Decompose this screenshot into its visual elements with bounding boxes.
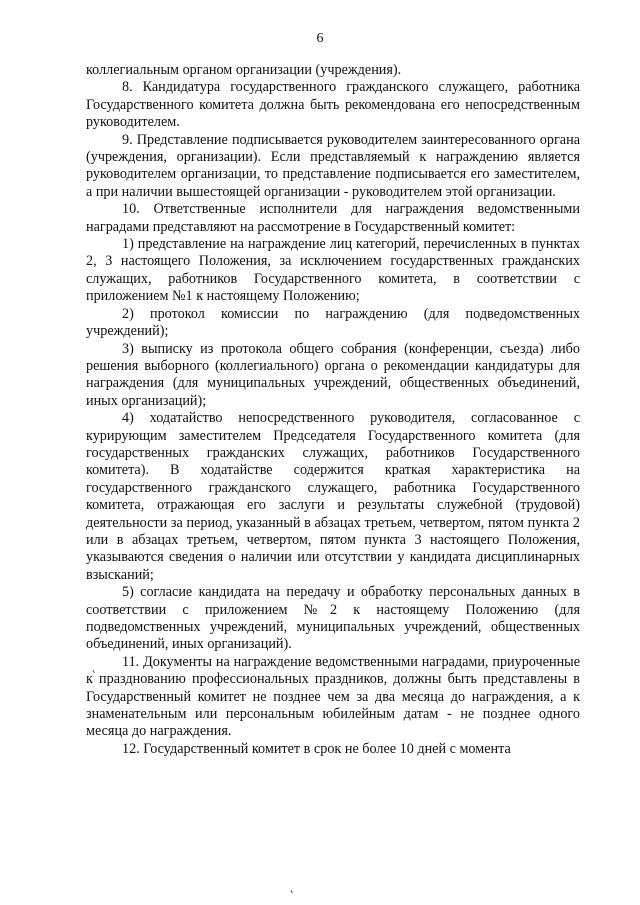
paragraph-subitem-4: 4) ходатайство непосредственного руководителя, согласованное с курирующим заместителем Председателя Государственного комитета (для государственных гражданских служащих, работников Государственного комитета). В ходатайстве содержится краткая характеристика на государственного гражданского служащего, работника Государственного комитета, отражающая его заслуги и результаты служебной (трудовой) деятельности за период, указанный в абзацах третьем, четвертом, пятом пункта 2 или в абзацах третьем, четвертом, пятом пункта 3 настоящего Положения, указываются сведения о наличии или отсутствии у кандидата дисциплинарных взысканий; bbox=[86, 410, 580, 583]
paragraph-continuation: коллегиальным органом организации (учреждения). bbox=[86, 62, 402, 78]
paragraph-item-9: 9. Представление подписывается руководителем заинтересованного органа (учреждения, организации). Если представляемый к награждению является руководителем организации, то представление подписывается его заместителем, а при наличии вышестоящей организации - руководителем этой организации. bbox=[86, 131, 580, 200]
paragraph-subitem-1: 1) представление на награждение лиц категорий, перечисленных в пунктах 2, 3 настоящего Положения, за исключением государственных гражданских служащих, работников Государственного комитета, в соответствии с приложением №1 к настоящему Положению; bbox=[86, 236, 580, 305]
page-number: 6 bbox=[316, 31, 324, 46]
paragraph-item-11: 11. Документы на награждение ведомственными наградами, приуроченные к празднованию профессиональных праздников, должны быть представлены в Государственный комитет не позднее чем за два месяца до награждения, а к знаменательным или персональным юбилейным датам - не позднее одного месяца до награждения. bbox=[86, 653, 580, 740]
paragraph-item-12: 12. Государственный комитет в срок не более 10 дней с момента bbox=[122, 740, 511, 757]
paragraph-item-10: 10. Ответственные исполнители для награждения ведомственными наградами представляют на рассмотрение в Государственный комитет: bbox=[86, 201, 580, 235]
scan-mark: ˛ bbox=[92, 659, 96, 673]
scan-mark: ˛ bbox=[290, 879, 294, 893]
paragraph-subitem-5: 5) согласие кандидата на передачу и обработку персональных данных в соответствии с приложением №2 к настоящему Положению (для подведомственных учреждений, муниципальных учреждений, общественных объединений, иных организаций). bbox=[86, 584, 580, 653]
paragraph-subitem-2: 2) протокол комиссии по награждению (для подведомственных учреждений); bbox=[86, 305, 580, 340]
paragraph-item-8: 8. Кандидатура государственного гражданского служащего, работника Государственного комитета должна быть рекомендована его непосредственным руководителем. bbox=[86, 79, 580, 131]
document-body bbox=[86, 62, 580, 758]
paragraph-subitem-3: 3) выписку из протокола общего собрания (конференции, съезда) либо решения выборного (коллегиального) органа о рекомендации кандидатуры для награждения (для муниципальных учреждений, общественных объединений, иных организаций); bbox=[86, 340, 580, 409]
